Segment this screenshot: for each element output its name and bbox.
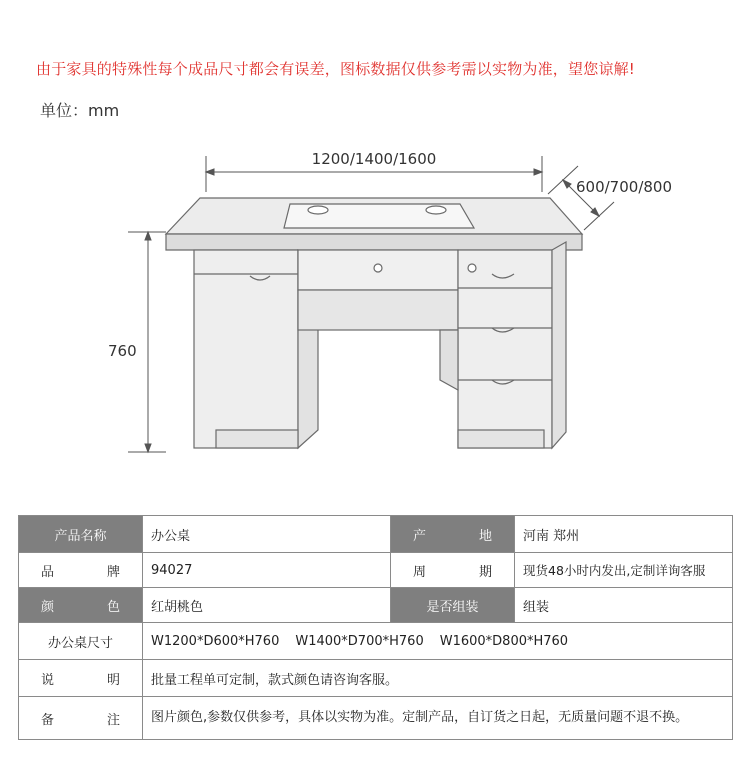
product-name-label: 产品名称 — [19, 516, 143, 553]
spec-row-name — [19, 516, 733, 553]
assembly-label: 是否组装 — [391, 588, 515, 623]
assembly-value: 组装 — [515, 588, 733, 623]
height-label: 760 — [108, 342, 137, 360]
description-value: 批量工程单可定制，款式颜色请咨询客服。 — [143, 660, 733, 697]
spec-row-brand — [19, 553, 733, 588]
desk-dimension-drawing — [0, 130, 750, 470]
unit-label: 单位：mm — [40, 101, 120, 120]
width-label: 1200/1400/1600 — [311, 150, 437, 168]
disclaimer-notice: 由于家具的特殊性每个成品尺寸都会有误差，图标数据仅供参考需以实物为准，望您谅解! — [36, 60, 636, 78]
depth-label: 600/700/800 — [576, 178, 672, 196]
spec-row-remarks — [19, 697, 733, 740]
cycle-value: 现货48小时内发出,定制详询客服 — [515, 553, 733, 588]
spec-row-size — [19, 623, 733, 660]
color-label: 颜 色 — [19, 588, 143, 623]
cycle-label: 周 期 — [391, 553, 515, 588]
spec-row-color — [19, 588, 733, 623]
brand-value: 94027 — [143, 553, 391, 588]
color-value: 红胡桃色 — [143, 588, 391, 623]
origin-label: 产 地 — [391, 516, 515, 553]
remarks-value: 图片颜色,参数仅供参考，具体以实物为准。定制产品，自订货之日起，无质量问题不退不换。 — [143, 697, 733, 740]
desk-sketch — [166, 198, 582, 448]
product-name-value: 办公桌 — [143, 516, 391, 553]
spec-row-description — [19, 660, 733, 697]
size-label: 办公桌尺寸 — [19, 623, 143, 660]
brand-label: 品 牌 — [19, 553, 143, 588]
remarks-label: 备 注 — [19, 697, 143, 740]
spec-table — [18, 515, 733, 740]
size-value: W1200*D600*H760 W1400*D700*H760 W1600*D800*H760 — [143, 623, 733, 660]
origin-value: 河南 郑州 — [515, 516, 733, 553]
description-label: 说 明 — [19, 660, 143, 697]
